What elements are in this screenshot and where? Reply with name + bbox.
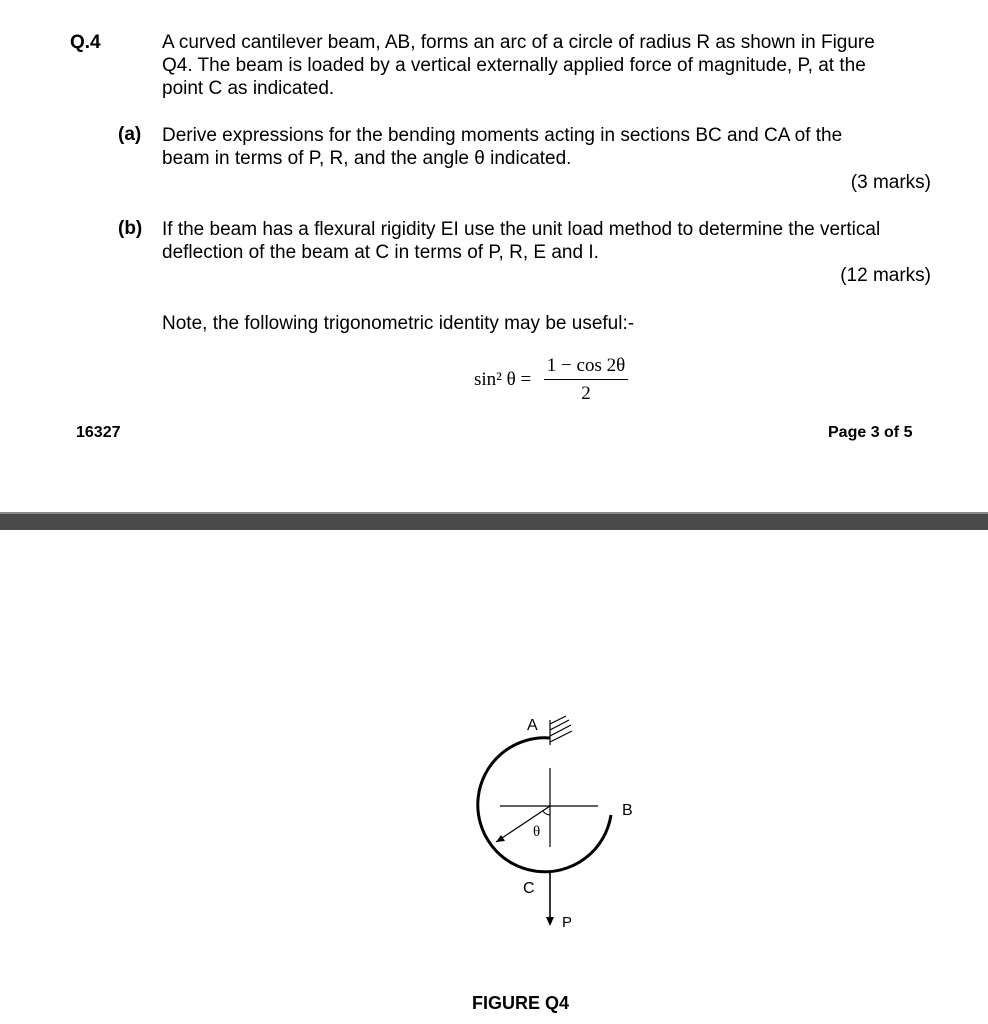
identity-fraction [544,355,628,405]
load-arrowhead [546,917,554,926]
page-number: Page 3 of 5 [828,424,913,441]
curved-beam [478,738,611,872]
question-intro: A curved cantilever beam, AB, forms an arc of a circle of radius R as shown in Figure Q4. The beam is loaded by a vertical externally applied force of magnitude, P, at the point C as indicated. [162,32,875,99]
part-b-text: If the beam has a flexural rigidity EI use the unit load method to determine the vertical deflection of the beam at C in terms of P, R, E and I. [162,219,881,263]
part-a-marks: (3 marks) [850,172,931,193]
note-text: Note, the following trigonometric identity may be useful:- [162,313,635,334]
theta-arc [543,811,550,815]
radius-arrowhead [496,835,505,842]
page-separator [0,512,988,530]
label-theta: θ [533,824,541,840]
figure-caption: FIGURE Q4 [472,993,570,1013]
part-b-label: (b) [118,218,143,239]
identity-lhs: sin² θ = [474,369,532,390]
part-b-marks: (12 marks) [840,265,931,286]
identity-numerator: 1 − cos 2θ [544,355,628,380]
part-a-label: (a) [118,124,142,145]
identity-denominator: 2 [581,383,591,404]
label-b: B [622,802,633,819]
label-a: A [527,717,538,734]
question-number: Q.4 [70,32,101,53]
figure-q4 [0,530,988,1024]
exam-code: 16327 [76,424,121,441]
part-a-text: Derive expressions for the bending moments acting in sections BC and CA of the beam in terms of P, R, and the angle θ indicated. [162,125,843,169]
radius-line [496,806,550,842]
label-c: C [523,880,535,897]
label-p: P [562,914,573,931]
fixed-support [550,716,572,745]
